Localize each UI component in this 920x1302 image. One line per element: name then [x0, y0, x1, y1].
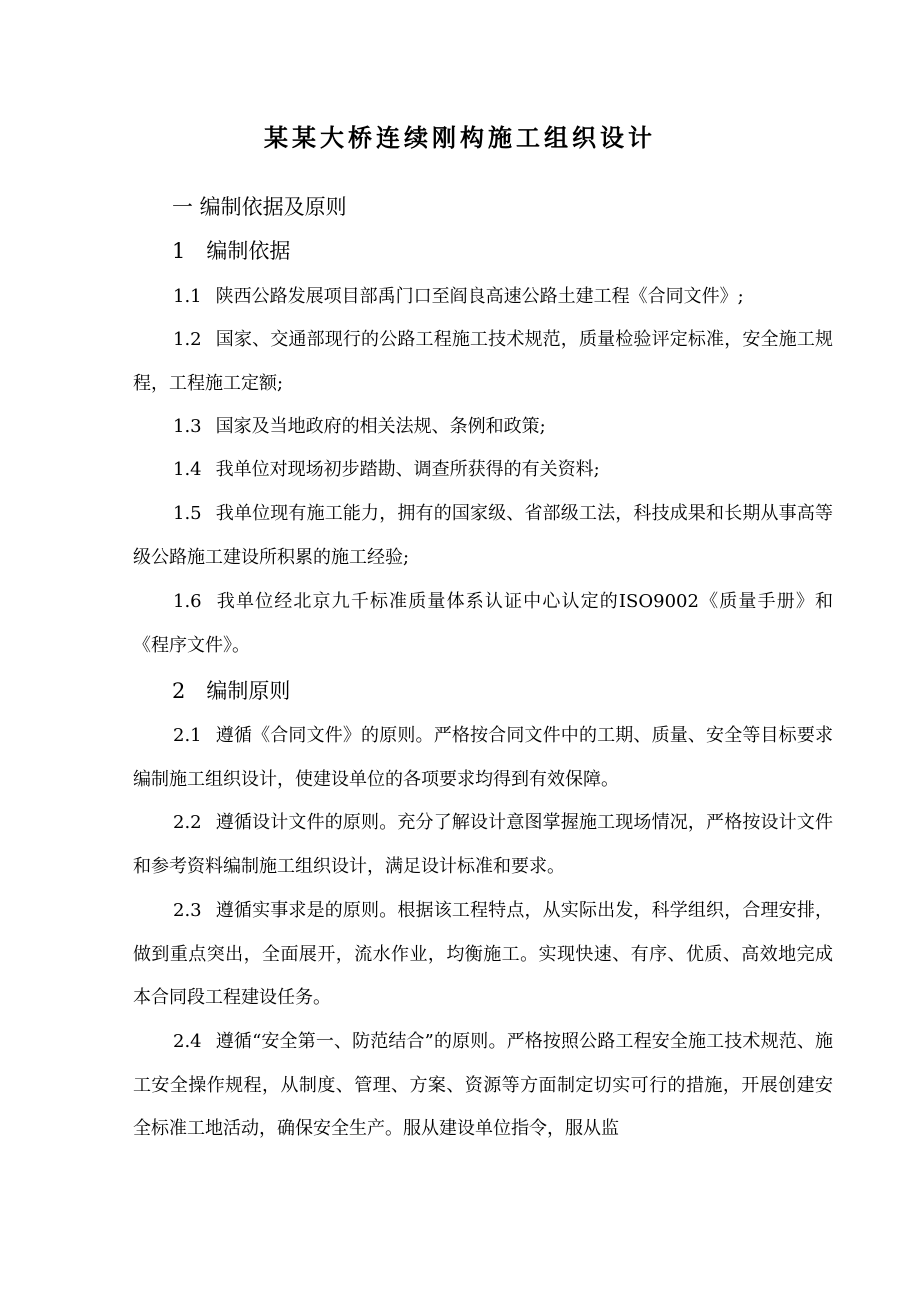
- paragraph-text: 陕西公路发展项目部禹门口至阎良高速公路土建工程《合同文件》;: [215, 286, 744, 307]
- paragraph-text: 国家及当地政府的相关法规、条例和政策;: [215, 416, 546, 437]
- paragraph-1-5: [133, 492, 833, 579]
- paragraph-1-1: [133, 275, 833, 319]
- paragraph-1-3: [133, 405, 833, 449]
- subsection-heading-basis: 1 编制依据: [172, 239, 291, 263]
- paragraph-2-1: [133, 714, 833, 801]
- paragraph-1-4: [133, 448, 833, 492]
- paragraph-number: 1.4: [173, 459, 202, 480]
- paragraph-number: 2.3: [173, 900, 202, 921]
- paragraph-number: 1.5: [173, 503, 202, 524]
- document-title: 某某大桥连续刚构施工组织设计: [264, 123, 656, 152]
- paragraph-number: 2.4: [173, 1031, 202, 1052]
- paragraph-number: 2.1: [173, 725, 202, 746]
- paragraph-2-3: [133, 889, 833, 1020]
- paragraph-text: 国家、交通部现行的公路工程施工技术规范，质量检验评定标准，安全施工规程，工程施工定额;: [133, 329, 833, 394]
- paragraph-2-4: [133, 1020, 833, 1151]
- section-heading-1: 一 编制依据及原则: [172, 195, 347, 219]
- paragraph-1-2: [133, 318, 833, 405]
- paragraph-number: 1.1: [173, 286, 202, 307]
- paragraph-number: 1.2: [173, 329, 202, 350]
- paragraph-text: 我单位现有施工能力，拥有的国家级、省部级工法，科技成果和长期从事高等级公路施工建设所积累的施工经验;: [133, 503, 833, 568]
- paragraph-1-6: [133, 580, 833, 667]
- paragraph-number: 2.2: [173, 812, 202, 833]
- paragraph-text: 遵循实事求是的原则。根据该工程特点，从实际出发，科学组织，合理安排，做到重点突出，全面展开，流水作业，均衡施工。实现快速、有序、优质、高效地完成本合同段工程建设任务。: [133, 900, 833, 1008]
- paragraph-2-2: [133, 801, 833, 888]
- paragraph-number: 1.6: [173, 591, 202, 612]
- subsection-heading-principles: 2 编制原则: [172, 679, 291, 703]
- paragraph-text: 我单位经北京九千标准质量体系认证中心认定的ISO9002《质量手册》和《程序文件》。: [133, 591, 833, 656]
- paragraph-text: 我单位对现场初步踏勘、调查所获得的有关资料;: [215, 459, 600, 480]
- paragraph-text: 遵循设计文件的原则。充分了解设计意图掌握施工现场情况，严格按设计文件和参考资料编制施工组织设计，满足设计标准和要求。: [133, 812, 833, 877]
- paragraph-text: 遵循《合同文件》的原则。严格按合同文件中的工期、质量、安全等目标要求编制施工组织设计，使建设单位的各项要求均得到有效保障。: [133, 725, 833, 790]
- paragraph-text: 遵循“安全第一、防范结合”的原则。严格按照公路工程安全施工技术规范、施工安全操作规程，从制度、管理、方案、资源等方面制定切实可行的措施，开展创建安全标准工地活动，确保安全生产。服从建设单位指令，服从监: [133, 1031, 833, 1139]
- paragraph-number: 1.3: [173, 416, 202, 437]
